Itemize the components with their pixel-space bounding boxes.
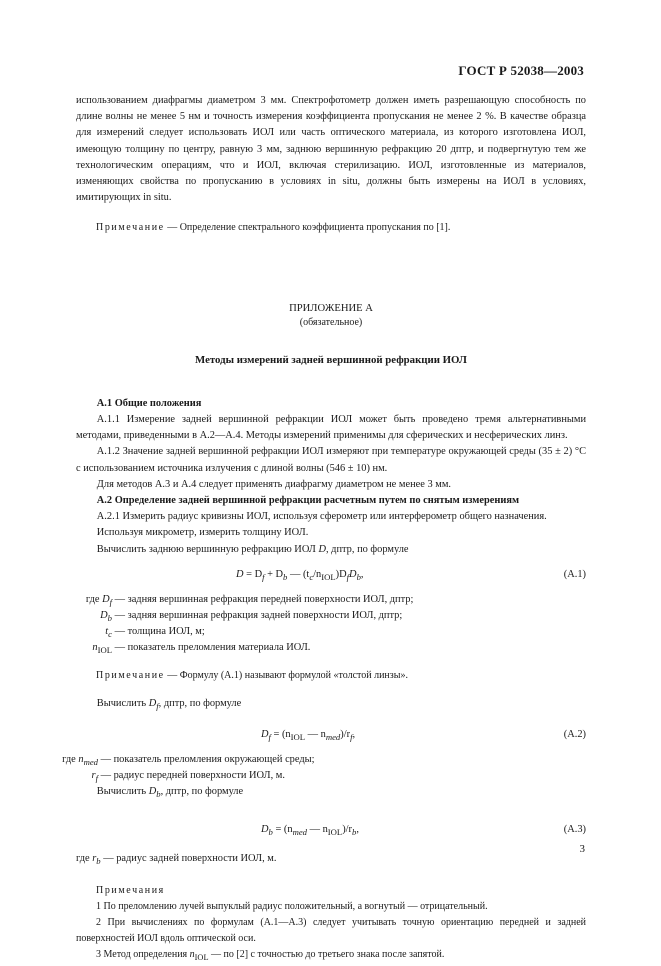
formula-a1 [76, 564, 586, 586]
note-label: Примечание [96, 222, 165, 234]
section-a2-calc [76, 542, 586, 558]
section-a2-1: А.2.1 Измерить радиус кривизны ИОЛ, используя сферометр или интерферометр общего назначения. [96, 511, 547, 523]
formula-a1-number: (А.1) [563, 568, 586, 580]
section-a1-2: А.1.2 Значение задней вершинной рефракции ИОЛ измеряют при температуре окружающей среды (35 ± 2) °С с использованием источника излучения с длиной волны (546 ± 10) нм. [76, 446, 586, 474]
document-header: ГОСТ Р 52038—2003 [458, 63, 584, 78]
calc-db: Вычислить $D_b$, дптр, по формуле [96, 786, 244, 800]
calc-text: Вычислить заднюю вершинную рефракцию ИОЛ [96, 543, 319, 555]
legend-row: $r_f$ — радиус передней поверхности ИОЛ, м. [91, 770, 285, 784]
appendix-heading: Методы измерений задней вершинной рефракции ИОЛ [195, 353, 467, 366]
appendix-subtitle: (обязательное) [299, 316, 363, 328]
note-text: — Определение спектрального коэффициента пропускания по [1]. [164, 222, 451, 234]
intro-note [76, 220, 586, 236]
section-a2-micrometer: Используя микрометр, измерить толщину ИОЛ. [96, 527, 309, 539]
calc-df: Вычислить $D_f$, дптр, по формуле [96, 698, 242, 712]
section-a1-1: А.1.1 Измерение задней вершинной рефракции ИОЛ может быть проведено тремя альтернативными методами, приведенными в А.2—А.4. Методы измерений применимы для сферических и несферических линз. [76, 414, 586, 442]
legend-row: $t_c$ — толщина ИОЛ, м; [105, 625, 205, 639]
calc-symbol: D [318, 543, 326, 555]
note-2: 2 При вычислениях по формулам (А.1—А.3) следует учитывать точную ориентацию передней и задней поверхностей ИОЛ вдоль оптической оси. [76, 916, 586, 944]
appendix-title: ПРИЛОЖЕНИЕ А [289, 302, 373, 314]
note-thick-lens: Примечание — Формулу (А.1) называют формулой «толстой линзы». [96, 669, 408, 681]
calc-text-post: , дптр, по формуле [325, 543, 409, 555]
formula-a2 [76, 724, 586, 746]
formula-a3 [76, 819, 586, 841]
formula-a1-legend [76, 592, 586, 656]
page-number: 3 [579, 843, 585, 855]
note-3: 3 Метод определения $n_{IOL}$ — по [2] с точностью до третьего знака после запятой. [96, 948, 445, 962]
legend-row: $n_{IOL}$ — показатель преломления материала ИОЛ. [92, 641, 311, 655]
notes-block [76, 883, 586, 966]
formula-a1-expression: $D = D_f + D_b$ — $(t_c/n_{IOL})D_fD_b$, [236, 568, 364, 582]
intro-paragraph: использованием диафрагмы диаметром 3 мм. Спектрофотометр должен иметь разрешающую способность по длине волны не менее 5 нм и точность измерения коэффициента пропускания не менее 2 %. В качестве образца для измерений следует использовать ИОЛ или часть оптического материала, из которого изготовлена ИОЛ, имеющую толщину по центру, равную 3 мм, заднюю вершинную рефракцию 20 дптр, и подвергнутую тем же технологическим операциям, что и ИОЛ, включая стерилизацию. ИОЛ, изготовленные из материалов, изменяющих свойства по пропусканию в условиях in situ, должны быть измерены на ИОЛ в условиях, имитирующих in situ. [76, 95, 586, 204]
section-a1-3: Для методов А.3 и А.4 следует применять диафрагму диаметром не менее 3 мм. [96, 478, 452, 490]
formula-a3-expression: $D_b = (n_{med}$ — $n_{IOL})/r_b$, [261, 823, 359, 837]
legend-row: где $r_b$ — радиус задней поверхности ИОЛ, м. [76, 852, 277, 866]
notes-label: Примечания [96, 884, 165, 896]
legend-row: где $D_f$ — задняя вершинная рефракция передней поверхности ИОЛ, дптр; [85, 593, 414, 607]
formula-a3-legend [76, 851, 586, 867]
page-content [62, 93, 586, 966]
legend-row: $D_b$ — задняя вершинная рефракция задней поверхности ИОЛ, дптр; [100, 609, 403, 623]
section-a2-heading: А.2 Определение задней вершинной рефракции расчетным путем по снятым измерениям [96, 495, 520, 507]
formula-a2-expression: $D_f = (n_{IOL}$ — $n_{med})/r_f$, [261, 729, 356, 743]
formula-a3-number: (А.3) [563, 823, 586, 835]
formula-a2-number: (А.2) [563, 729, 586, 741]
legend-row: где $n_{med}$ — показатель преломления окружающей среды; [62, 754, 315, 768]
section-a1-heading: А.1 Общие положения [96, 397, 202, 409]
formula-a2-legend [62, 752, 586, 784]
note-1: 1 По преломлению лучей выпуклый радиус положительный, а вогнутый — отрицательный. [96, 900, 488, 912]
